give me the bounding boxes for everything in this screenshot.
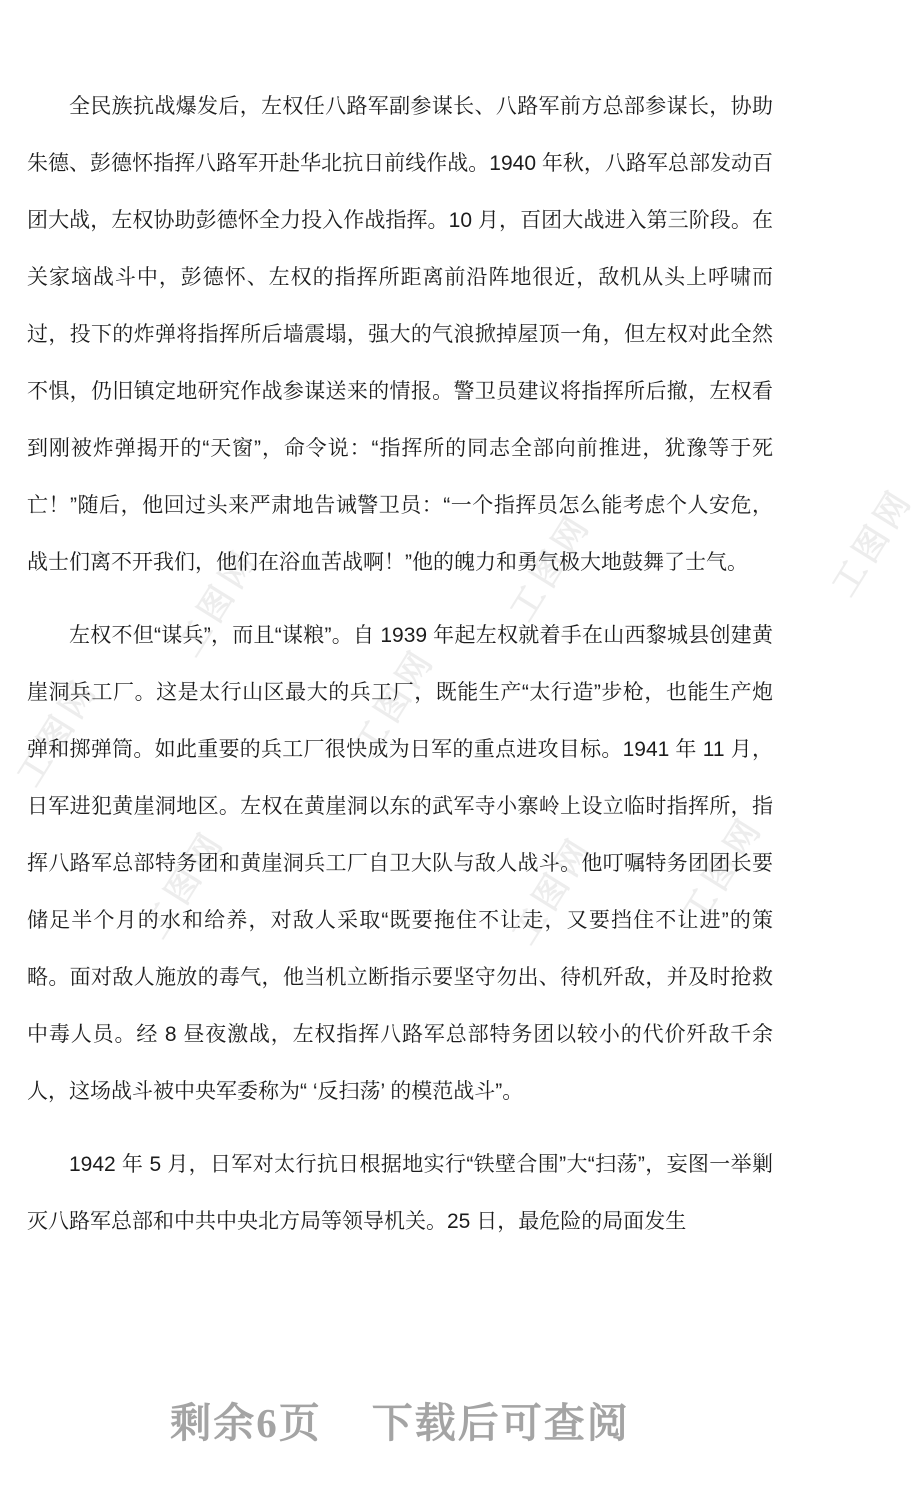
watermark-text: 工图网	[675, 808, 771, 931]
watermark-text: 工图网	[10, 670, 106, 793]
watermark-text: 工图网	[503, 505, 599, 628]
watermark-text: 工图网	[505, 828, 601, 951]
download-hint-label: 下载后可查阅	[371, 1400, 630, 1446]
pages-remaining-notice	[0, 1390, 800, 1449]
watermark-text: 工图网	[137, 822, 233, 945]
watermark-text: 工图网	[170, 540, 266, 663]
watermark-text: 工图网	[347, 640, 443, 763]
paragraph-3: 1942 年 5 月，日军对太行抗日根据地实行“铁壁合围”大“扫荡”，妄图一举剿灭八路军总部和中共中央北方局等领导机关。25 日，最危险的局面发生	[27, 1153, 773, 1233]
remaining-pages-label: 剩余6页	[170, 1400, 322, 1446]
paragraph-1: 全民族抗战爆发后，左权任八路军副参谋长、八路军前方总部参谋长，协助朱德、彭德怀指挥八路军开赴华北抗日前线作战。1940 年秋，八路军总部发动百团大战，左权协助彭德怀全力投入作战指挥。10 月，百团大战进入第三阶段。在关家垴战斗中，彭德怀、左权的指挥所距离前沿阵地很近，敌机从头上呼啸而过，投下的炸弹将指挥所后墙震塌，强大的气浪掀掉屋顶一角，但左权对此全然不惧，仍旧镇定地研究作战参谋送来的情报。警卫员建议将指挥所后撤，左权看到刚被炸弹揭开的“天窗”，命令说：“指挥所的同志全部向前推进，犹豫等于死亡！”随后，他回过头来严肃地告诫警卫员：“一个指挥员怎么能考虑个人安危，战士们离不开我们，他们在浴血苦战啊！”他的魄力和勇气极大地鼓舞了士气。	[27, 95, 773, 574]
watermark-text: 工图网	[825, 480, 921, 603]
paragraph-2: 左权不但“谋兵”，而且“谋粮”。自 1939 年起左权就着手在山西黎城县创建黄崖洞兵工厂。这是太行山区最大的兵工厂，既能生产“太行造”步枪，也能生产炮弹和掷弹筒。如此重要的兵工厂很快成为日军的重点进攻目标。1941 年 11 月，日军进犯黄崖洞地区。左权在黄崖洞以东的武军寺小寨岭上设立临时指挥所，指挥八路军总部特务团和黄崖洞兵工厂自卫大队与敌人战斗。他叮嘱特务团团长要储足半个月的水和给养，对敌人采取“既要拖住不让走，又要挡住不让进”的策略。面对敌人施放的毒气，他当机立断指示要坚守勿出、待机歼敌，并及时抢救中毒人员。经 8 昼夜激战，左权指挥八路军总部特务团以较小的代价歼敌千余人，这场战斗被中央军委称为“ ‘反扫荡’ 的模范战斗”。	[27, 624, 773, 1103]
